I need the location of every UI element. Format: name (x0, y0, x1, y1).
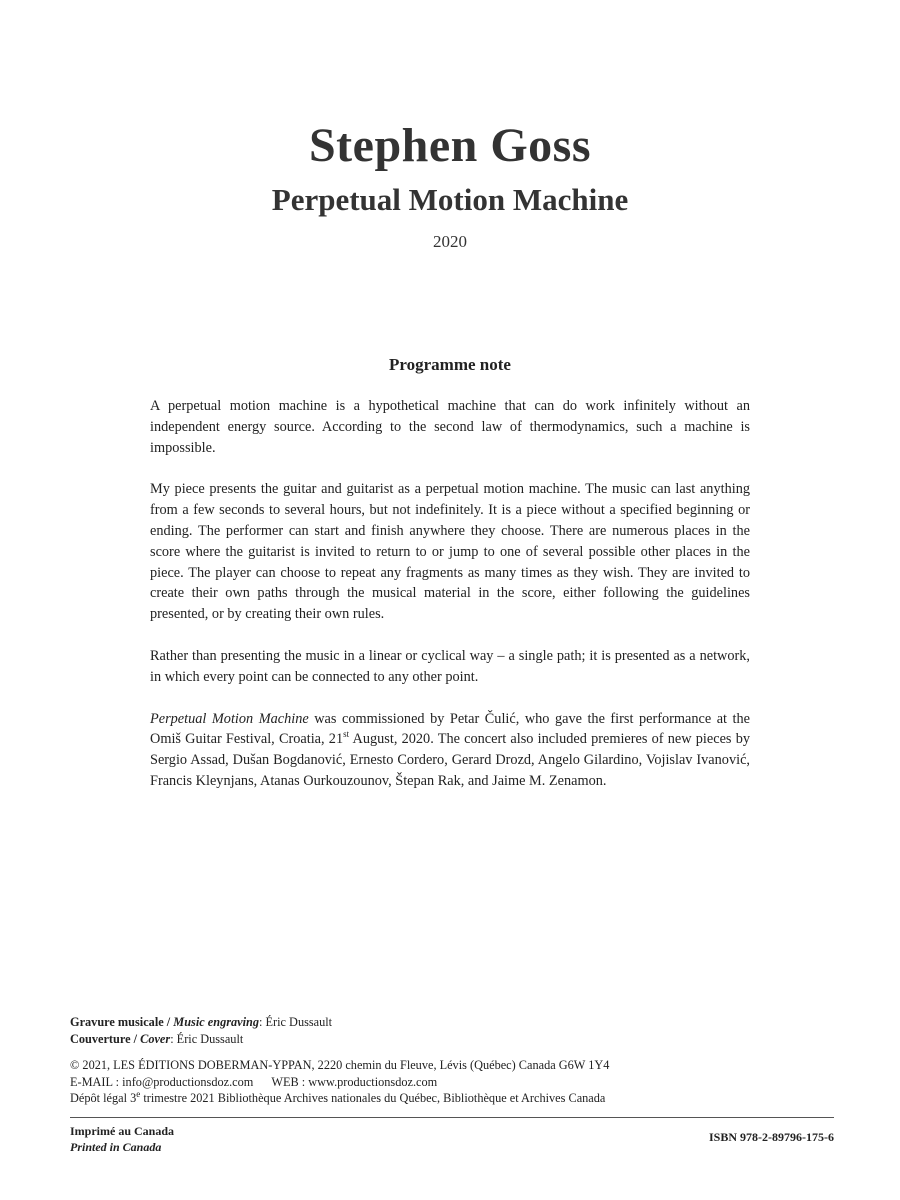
note-paragraph-3: Rather than presenting the music in a linear or cyclical way – a single path; it is presented as a network, in which every point can be connected to any other point. (150, 647, 750, 685)
printed-fr: Imprimé au Canada (70, 1124, 175, 1138)
premiere-text-a: was commissioned by Petar Čulić, who gave the first performance at the Omiš Guitar Festival, Croatia, 21 (150, 710, 750, 748)
composition-year: 2020 (433, 232, 467, 251)
legal-deposit-line (70, 1090, 840, 1107)
composer-name: Stephen Goss (308, 119, 592, 172)
work-title: Perpetual Motion Machine (271, 182, 629, 217)
note-paragraph-1: A perpetual motion machine is a hypothetical machine that can do work infinitely without an independent energy source. According to the second law of thermodynamics, such a machine is impossible. (150, 398, 750, 456)
premiere-text-b: August, 2020. The concert also included premieres of new pieces by Sergio Assad, Dušan Bogdanović, Ernesto Cordero, Gerard Drozd, Angelo Gilardino, Vojislav Ivanović, Francis Kleynjans, Atanas Ourkouzounov, Štepan Rak, and Jaime M. Zenamon. (150, 731, 750, 789)
cover-credit (70, 1031, 840, 1048)
note-paragraph-4 (150, 709, 750, 792)
cover-name: : Éric Dussault (170, 1031, 244, 1046)
engraving-credit (70, 1014, 840, 1031)
note-paragraph-2: My piece presents the guitar and guitarist as a perpetual motion machine. The music can last anything from a few seconds to several hours, but not indefinitely. It is a piece without a specified beginning or ending. The performer can start and finish anywhere they choose. There are numerous places in the score where the guitarist is invited to return to or jump to one of several possible other places in the piece. The player can choose to repeat any fragments as many times as they wish. They are invited to create their own paths through the musical material in the score, either following the guidelines presented, or by creating their own rules. (150, 481, 750, 623)
programme-note-heading: Programme note (389, 355, 511, 374)
engraving-label-en: Music engraving (173, 1015, 260, 1029)
contact-line (70, 1074, 840, 1091)
footer-divider (70, 1117, 834, 1118)
cover-label-en: Cover (140, 1031, 171, 1046)
programme-note-body (150, 396, 750, 813)
depot-ordinal: e (136, 1088, 141, 1099)
copyright-line: © 2021, LES ÉDITIONS DOBERMAN-YPPAN, 2220 chemin du Fleuve, Lévis (Québec) Canada G6W 1Y4 (70, 1058, 610, 1072)
printed-en: Printed in Canada (70, 1139, 162, 1154)
email-text: E-MAIL : info@productionsdoz.com (70, 1074, 254, 1089)
credits-block (70, 1014, 840, 1107)
date-ordinal: st (343, 729, 350, 740)
work-title-italic: Perpetual Motion Machine (150, 710, 309, 727)
depot-text-a: Dépôt légal 3 (70, 1091, 137, 1105)
cover-label-fr: Couverture / (70, 1031, 141, 1046)
printed-in-block (70, 1124, 174, 1155)
engraving-label-fr: Gravure musicale / (70, 1015, 174, 1029)
depot-text-b: trimestre 2021 Bibliothèque Archives nationales du Québec, Bibliothèque et Archives Canada (140, 1091, 606, 1105)
engraving-name: : Éric Dussault (259, 1015, 333, 1029)
web-text: WEB : www.productionsdoz.com (271, 1074, 438, 1089)
isbn-number: ISBN 978-2-89796-175-6 (709, 1130, 834, 1144)
